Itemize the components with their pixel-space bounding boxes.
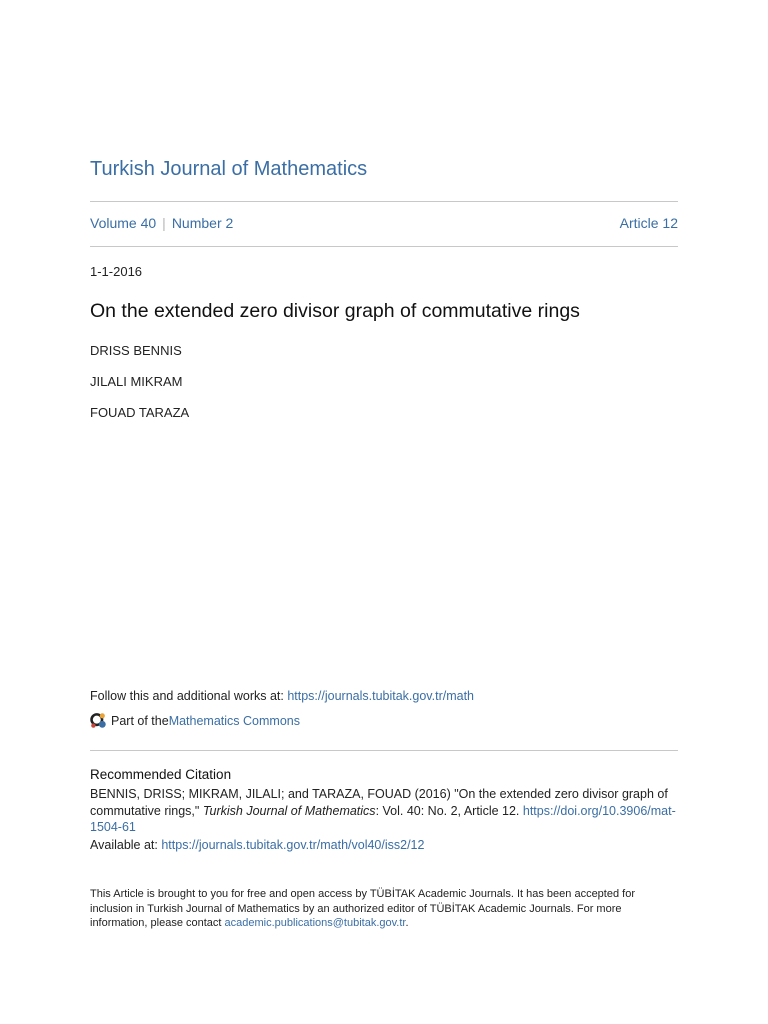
- available-url-link[interactable]: https://journals.tubitak.gov.tr/math/vol40/iss2/12: [161, 838, 425, 852]
- part-of-prefix: Part of the: [111, 713, 169, 728]
- issue-separator: |: [162, 215, 166, 231]
- divider-top: [90, 201, 678, 202]
- divider-citation: [90, 750, 678, 751]
- part-of-line: [90, 712, 300, 729]
- available-at-line: [90, 838, 424, 852]
- issue-row: [90, 215, 678, 231]
- author-1: DRISS BENNIS: [90, 343, 182, 358]
- mathematics-commons-link[interactable]: Mathematics Commons: [168, 713, 300, 728]
- author-3: FOUAD TARAZA: [90, 405, 190, 420]
- follow-line: [90, 689, 474, 703]
- follow-link[interactable]: https://journals.tubitak.gov.tr/math: [287, 689, 474, 703]
- contact-email-link[interactable]: academic.publications@tubitak.gov.tr: [224, 917, 406, 929]
- recommended-citation-heading: Recommended Citation: [90, 767, 232, 782]
- commons-icon: [90, 712, 107, 729]
- footer-period: .: [405, 917, 409, 929]
- author-2: JILALI MIKRAM: [90, 374, 183, 389]
- volume-link[interactable]: Volume 40: [90, 215, 157, 231]
- article-number-link[interactable]: Article 12: [619, 215, 678, 231]
- article-title: On the extended zero divisor graph of commutative rings: [90, 300, 580, 322]
- available-label: Available at:: [90, 838, 162, 852]
- open-access-note: [90, 887, 680, 931]
- citation-authors-title: BENNIS, DRISS; MIKRAM, JILALI; and TARAZA, FOUAD (2016) "On the extended zero divisor graph of commutative rings,": [90, 787, 668, 818]
- follow-text: Follow this and additional works at:: [90, 689, 288, 703]
- citation-volume: : Vol. 40: No. 2, Article 12.: [375, 803, 523, 818]
- journal-title[interactable]: Turkish Journal of Mathematics: [90, 158, 368, 180]
- citation-journal: Turkish Journal of Mathematics: [202, 803, 376, 818]
- number-link[interactable]: Number 2: [171, 215, 234, 231]
- citation-text: [90, 786, 680, 836]
- publication-date: 1-1-2016: [90, 264, 143, 279]
- open-access-text: This Article is brought to you for free and open access by TÜBİTAK Academic Journals. It has been accepted for inclusion in Turkish Journal of Mathematics by an authorized editor of TÜBİTAK Academic Journals. For more information, please contact: [90, 888, 635, 929]
- doi-link[interactable]: https://doi.org/10.3906/mat-1504-61: [90, 803, 676, 834]
- divider-issue: [90, 246, 678, 247]
